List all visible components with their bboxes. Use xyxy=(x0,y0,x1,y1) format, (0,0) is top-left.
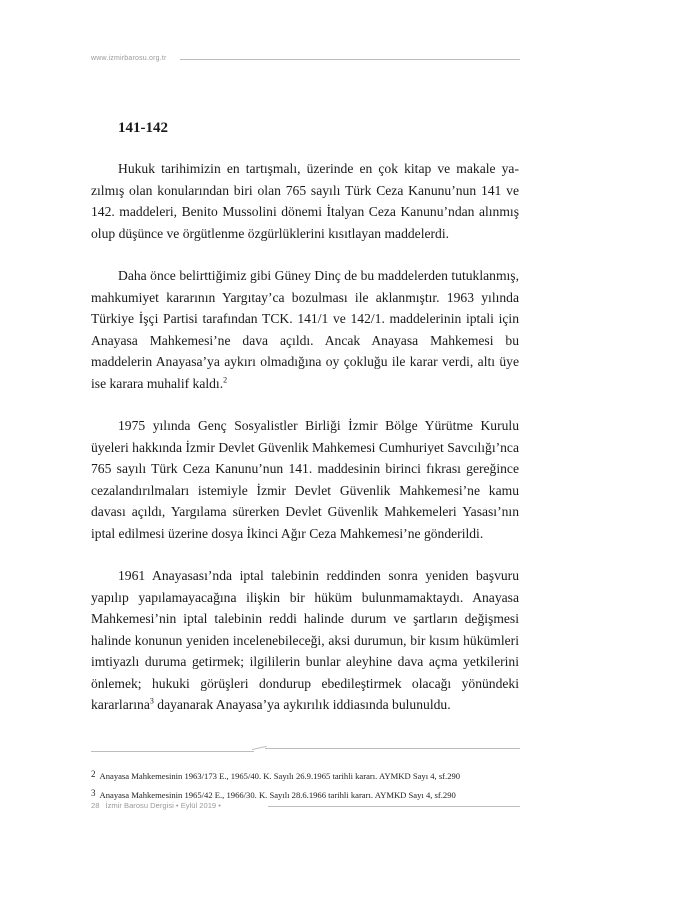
footnote xyxy=(91,766,521,785)
footnote-text: Anayasa Mahkemesinin 1965/42 E., 1966/30. K. Sayılı 28.6.1966 tarihli kararı. AYMKD Sayı 4, sf.290 xyxy=(99,790,456,800)
journal-name: İzmir Barosu Dergisi • Eylül 2019 • xyxy=(105,801,221,810)
footnote-ref[interactable]: 3 xyxy=(149,696,154,706)
paragraph-text: dayanarak Anayasa’ya aykırılık iddiasında bulunuldu. xyxy=(153,697,451,712)
footnote-text: Anayasa Mahkemesinin 1963/173 E., 1965/40. K. Sayılı 26.9.1965 tarihli kararı. AYMKD Sayı 4, sf.290 xyxy=(99,771,461,781)
section-title: 141-142 xyxy=(118,120,168,136)
paragraph xyxy=(91,158,519,244)
footnote-number: 2 xyxy=(91,769,96,779)
paragraph xyxy=(91,565,519,716)
paragraph-text: Daha önce belirttiğimiz gibi Güney Dinç de bu maddelerden tutuklanmış, mahkumiyet kararının Yargıtay’ca bozulması ile aklanmıştır. 1963 yılında Türkiye İşçi Partisi tarafından TCK. 141/1 ve 142/1. maddelerinin iptali için Anayasa Mahkemesi’ne dava açıldı. Ancak Anayasa Mahkemesi bu maddelerin Anayasa’ya aykırı olmadığına oy çokluğu ile karar verdi, altı üye ise karara muhalif kaldı. xyxy=(91,268,519,391)
paragraph-text: 1961 Anayasası’nda iptal talebinin reddinden sonra yeniden başvuru yapılıp yapılamayacağına ilişkin bir hüküm bulunmamaktaydı. Anayasa Mahkemesi’nin iptal talebinin reddi halinde durum ve şartların değişmesi halinde konunun yeniden incelenebileceği, aksi durumun, bir kısım hükümleri imtiyazlı duruma getirmek; ilgililerin bunlar aleyhine dava açma yetkilerini önlemek; hukuki görüşleri dondurup ebedileştirmek olacağı yönündeki kararlarına xyxy=(91,568,519,712)
page-footer xyxy=(91,801,221,810)
footnote-divider xyxy=(91,751,254,752)
footer-rule xyxy=(268,806,520,807)
page-number: 28 xyxy=(91,801,100,810)
header-rule xyxy=(180,59,520,60)
footnotes xyxy=(91,766,521,804)
header-url: www.izmirbarosu.org.tr xyxy=(91,55,167,62)
footnote-ref[interactable]: 2 xyxy=(223,374,228,384)
paragraph-text: Hukuk tarihimizin en tartışmalı, üzerinde en çok kitap ve makale yazılmış olan konularından biri olan 765 sayılı Türk Ceza Kanunu’nun 141 ve 142. maddeleri, Benito Mussolini dönemi İtalyan Ceza Kanunu’ndan alınmış olup düşünce ve örgütlenme özgürlüklerini kısıtlayan maddelerdi. xyxy=(91,161,519,241)
paragraph xyxy=(91,415,519,544)
footnote-number: 3 xyxy=(91,788,96,798)
paragraph-text: 1975 yılında Genç Sosyalistler Birliği İzmir Bölge Yürütme Kurulu üyeleri hakkında İzmir Devlet Güvenlik Mahkemesi Cumhuriyet Savcılığı’nca 765 sayılı Türk Ceza Kanunu’nun 141. maddesinin birinci fıkrası gereğince cezalandırılmaları istemiyle İzmir Devlet Güvenlik Mahkemesi’ne kamu davası açıldı, Yargılama sürerken Devlet Güvenlik Mahkemeleri Yasası’nın iptal edilmesi üzerine dosya İkinci Ağır Ceza Mahkemesi’ne gönderildi. xyxy=(91,418,519,541)
footnote-divider-right xyxy=(265,748,520,749)
paragraph xyxy=(91,265,519,394)
main-text xyxy=(91,118,519,716)
